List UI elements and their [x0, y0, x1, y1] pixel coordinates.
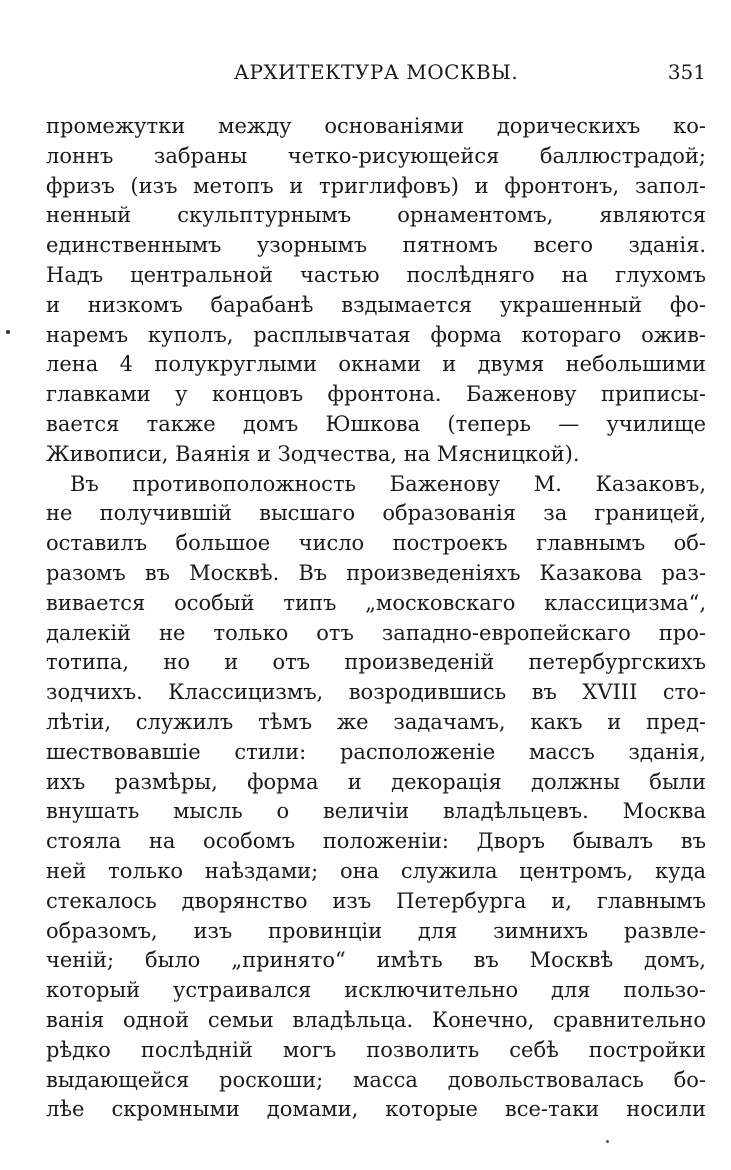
- text-line: который устраивался исключительно для пользо-: [46, 978, 706, 1003]
- text-line: шествовавшіе стили: расположеніе массъ зданія,: [46, 739, 706, 764]
- text-line: Живописи, Ваянія и Зодчества, на Мясницкой).: [46, 441, 580, 466]
- running-title: АРХИТЕКТУРА МОСКВЫ.: [233, 60, 519, 84]
- text-line: единственнымъ узорнымъ пятномъ всего зданія.: [46, 233, 706, 258]
- text-line: фризъ (изъ метопъ и триглифовъ) и фронтонъ, запол-: [46, 173, 706, 198]
- text-line: разомъ въ Москвѣ. Въ произведеніяхъ Казакова раз-: [46, 560, 706, 585]
- paragraph-2: [46, 470, 706, 1126]
- text-line: внушать мысль о величіи владѣльцевъ. Москва: [46, 799, 706, 824]
- text-line: лоннъ забраны четко-рисующейся баллюстрадой;: [46, 143, 706, 168]
- text-line: лѣтіи, служилъ тѣмъ же задачамъ, какъ и пред-: [46, 709, 706, 734]
- text-line: вается также домъ Юшкова (теперь — училище: [46, 411, 706, 436]
- body-text: [46, 112, 706, 1125]
- margin-speck: [606, 1140, 609, 1143]
- text-line: промежутки между основаніями дорическихъ ко-: [46, 114, 706, 138]
- paragraph-1: [46, 112, 706, 470]
- text-line: лѣе скромными домами, которые все-таки носили: [46, 1097, 706, 1122]
- text-line: и низкомъ барабанѣ вздымается украшенный фо-: [46, 292, 706, 317]
- text-line: главками у концовъ фронтона. Баженову приписы-: [46, 382, 706, 407]
- text-line: образомъ, изъ провинціи для зимнихъ развле-: [46, 918, 706, 943]
- page-number: 351: [667, 60, 706, 84]
- text-line: рѣдко послѣдній могъ позволить себѣ постройки: [46, 1037, 706, 1062]
- margin-speck: [6, 330, 10, 334]
- text-line: тотипа, но и отъ произведеній петербургскихъ: [46, 650, 706, 675]
- text-line: ней только наѣздами; она служила центромъ, куда: [46, 858, 706, 883]
- text-line: Въ противоположность Баженову М. Казаковъ,: [70, 471, 706, 496]
- text-line: Надъ центральной частью послѣдняго на глухомъ: [46, 262, 706, 287]
- text-line: зодчихъ. Классицизмъ, возродившись въ XVIII сто-: [46, 680, 706, 705]
- text-line: ванія одной семьи владѣльца. Конечно, сравнительно: [46, 1007, 706, 1032]
- running-header: [46, 60, 706, 90]
- text-line: далекій не только отъ западно-европейскаго про-: [46, 620, 706, 645]
- text-line: наремъ куполъ, расплывчатая форма котораго ожив-: [46, 322, 706, 347]
- text-line: ихъ размѣры, форма и декорація должны были: [46, 769, 706, 794]
- text-line: ненный скульптурнымъ орнаментомъ, являются: [46, 203, 706, 228]
- text-line: оставилъ большое число построекъ главнымъ об-: [46, 531, 706, 556]
- text-line: ченій; было „принято“ имѣть въ Москвѣ домъ,: [46, 948, 706, 973]
- text-line: лена 4 полукруглыми окнами и двумя небольшими: [46, 352, 706, 377]
- text-line: вивается особый типъ „московскаго классицизма“,: [46, 590, 706, 615]
- text-line: не получившій высшаго образованія за границей,: [46, 501, 706, 526]
- text-line: стояла на особомъ положеніи: Дворъ бывалъ въ: [46, 829, 706, 854]
- text-line: стекалось дворянство изъ Петербурга и, главнымъ: [46, 888, 706, 913]
- text-line: выдающейся роскоши; масса довольствовалась бо-: [46, 1067, 706, 1092]
